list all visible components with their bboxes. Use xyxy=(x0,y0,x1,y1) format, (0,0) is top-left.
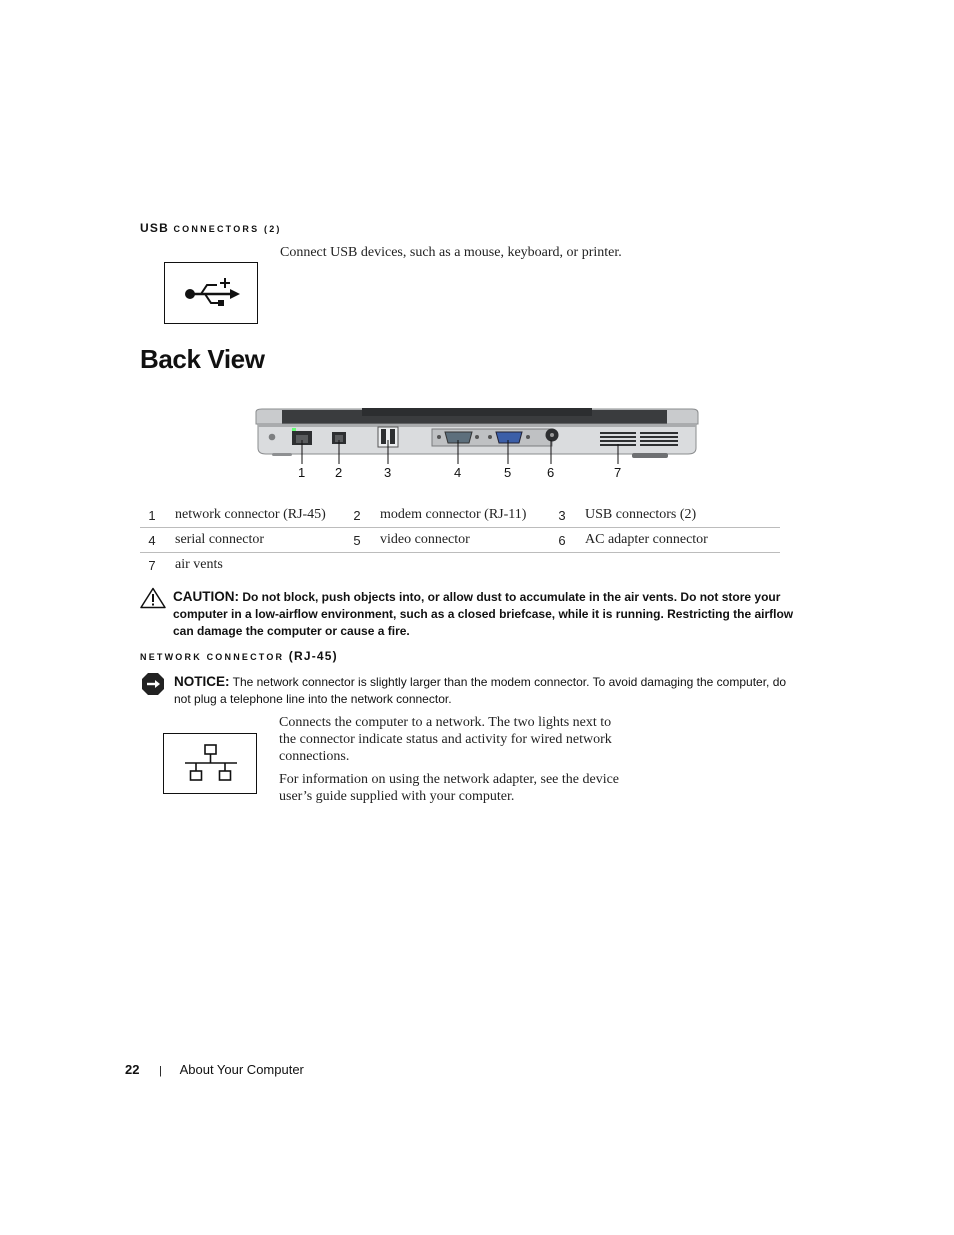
usb-description: Connect USB devices, such as a mouse, keyboard, or printer. xyxy=(280,245,622,260)
usb-heading-rest: CONNECTORS (2) xyxy=(173,224,282,234)
caution-keyword: CAUTION: xyxy=(173,589,239,604)
usb-icon-box xyxy=(164,262,258,324)
legend-label: video connector xyxy=(369,528,550,553)
network-para-1-line-2: the connector indicate status and activity for wired network xyxy=(279,732,612,747)
footer-section-name: About Your Computer xyxy=(179,1062,304,1077)
legend-label: USB connectors (2) xyxy=(574,503,780,528)
callout-1: 1 xyxy=(298,465,306,480)
legend-label: network connector (RJ-45) xyxy=(164,503,345,528)
legend-num: 1 xyxy=(140,503,164,528)
warning-triangle-icon xyxy=(140,587,166,609)
legend-label: AC adapter connector xyxy=(574,528,780,553)
callout-4: 4 xyxy=(454,465,462,480)
legend-label: serial connector xyxy=(164,528,345,553)
callout-2: 2 xyxy=(335,465,343,480)
footer-separator: | xyxy=(159,1065,162,1077)
notice-icon xyxy=(141,672,165,696)
usb-section-heading xyxy=(140,221,282,235)
page-footer xyxy=(125,1062,304,1077)
caution-line-1: Do not block, push objects into, or allow dust to accumulate in the air vents. Do not store your xyxy=(242,590,781,604)
legend-num: 6 xyxy=(550,528,574,553)
page-number: 22 xyxy=(125,1062,140,1077)
legend-num: 4 xyxy=(140,528,164,553)
legend-row xyxy=(140,553,780,578)
legend-num: 3 xyxy=(550,503,574,528)
callout-3: 3 xyxy=(384,465,392,480)
legend-row xyxy=(140,528,780,553)
back-view-title: Back View xyxy=(140,344,265,374)
callout-5: 5 xyxy=(504,465,512,480)
usb-heading-lead: USB xyxy=(140,221,169,235)
back-view-illustration xyxy=(252,404,702,484)
back-view-legend xyxy=(140,503,780,577)
network-para-2-line-2: user’s guide supplied with your computer. xyxy=(279,789,515,804)
network-para-2-line-1: For information on using the network adapter, see the device xyxy=(279,772,620,787)
network-heading-big: (RJ-45) xyxy=(288,649,338,663)
legend-label: modem connector (RJ-11) xyxy=(369,503,550,528)
network-heading-small: NETWORK CONNECTOR xyxy=(140,652,285,662)
legend-label: air vents xyxy=(175,557,223,572)
network-para-1-line-1: Connects the computer to a network. The two lights next to xyxy=(279,715,612,730)
notice-keyword: NOTICE: xyxy=(174,674,230,689)
notice-line-2: not plug a telephone line into the network connector. xyxy=(174,692,452,706)
callout-7: 7 xyxy=(614,465,622,480)
network-description xyxy=(279,714,639,805)
legend-num: 2 xyxy=(345,503,369,528)
network-icon-box xyxy=(163,733,257,794)
network-para-1-line-3: connections. xyxy=(279,749,350,764)
notice-line-1: The network connector is slightly larger than the modem connector. To avoid damaging the computer, do xyxy=(232,675,787,689)
network-icon xyxy=(164,734,258,795)
network-section-heading xyxy=(140,649,338,663)
caution-line-2: computer in a low-airflow environment, such as a closed briefcase, while it is running. Restricting the airflow xyxy=(173,607,794,621)
legend-row xyxy=(140,503,780,528)
legend-num: 7 xyxy=(148,557,156,573)
usb-icon xyxy=(165,263,259,325)
legend-num: 5 xyxy=(345,528,369,553)
caution-line-3: can damage the computer or cause a fire. xyxy=(173,624,410,638)
callout-6: 6 xyxy=(547,465,555,480)
